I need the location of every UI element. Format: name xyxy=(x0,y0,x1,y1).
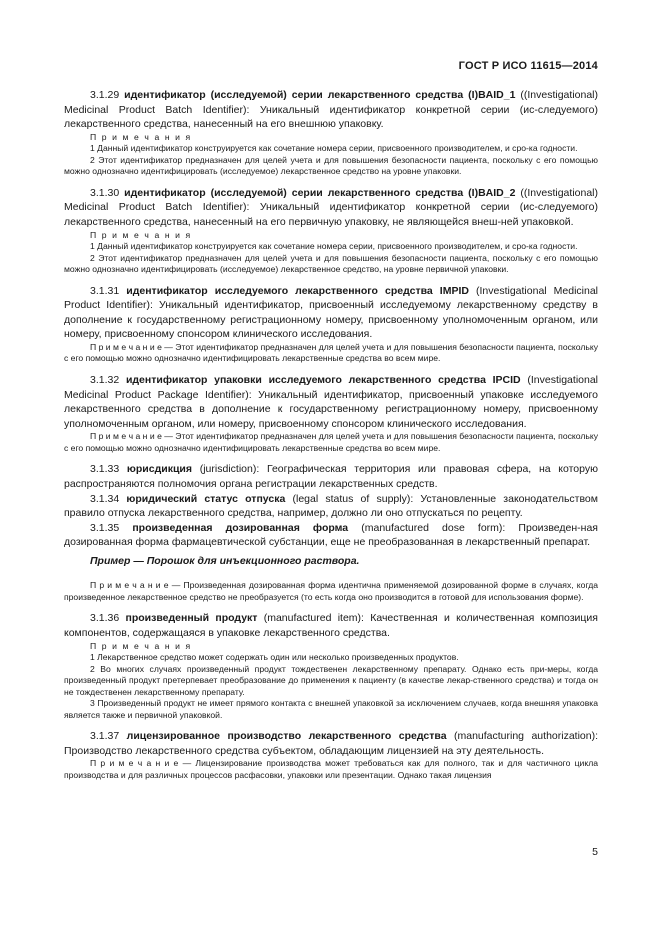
note-item xyxy=(64,342,598,365)
clause-number: 3.1.31 xyxy=(90,284,120,297)
note-text: — Этот идентификатор предназначен для целей учета и для повышения безопасности пациента, поскольку с его помощью можно однозначно идентифицировать лекарственные средства во всем мире. xyxy=(64,431,598,453)
clause-number: 3.1.33 xyxy=(90,463,120,476)
definition-3-1-35 xyxy=(64,521,598,550)
note-3-1-31 xyxy=(64,342,598,365)
term: идентификатор (исследуемой) серии лекарственного средства (I)BAID_1 xyxy=(124,89,516,101)
clause-number: 3.1.37 xyxy=(90,730,120,743)
definition-text: (manufactured dose form): Произведен-ная дозированная форма фармацевтической субстанции, еще не преобразованная в лекарственный препарат. xyxy=(64,521,598,549)
definition-text: ((Investigational) Medicinal Product Batch Identifier): Уникальный идентификатор конкретной серии (ис-следуемого) лекарственного средства, нанесенный на его первичную упаковку, не являющейся внеш-ней упаковкой. xyxy=(64,186,598,228)
note-item: 1 Лекарственное средство может содержать один или несколько произведенных продуктов. xyxy=(90,652,459,663)
note-item xyxy=(64,431,598,454)
note-item: 3 Произведенный продукт не имеет прямого контакта с внешней упаковкой за исключением случаев, когда внешняя упаковка является также и первичной упаковкой. xyxy=(64,698,598,720)
note-item: 2 Этот идентификатор предназначен для целей учета и для повышения безопасности пациента, поскольку с его помощью можно однозначно идентифицировать (исследуемое) лекарственное средство на уровне упаковки. xyxy=(64,154,598,177)
term: произведенная дозированная форма xyxy=(132,521,349,534)
page-number: 5 xyxy=(592,846,598,858)
note-item: 2 Во многих случаях произведенный продукт тождественен лекарственному препарату. Однако есть при-меры, когда произведенный продукт претерпевает преобразование до применения к пациенту (в качестве лекар-ственного средства) и тогда он не тождественен лекарственному препарату. xyxy=(64,663,598,697)
definition-3-1-31 xyxy=(64,284,598,342)
definition-3-1-37 xyxy=(64,729,598,758)
definition-3-1-34 xyxy=(64,492,598,521)
note-text: — Этот идентификатор предназначен для целей учета и для повышения безопасности пациента, поскольку с его помощью можно однозначно идентифицировать лекарственные средства во всем мире. xyxy=(64,341,598,364)
page-content xyxy=(64,88,598,789)
term: идентификатор упаковки исследуемого лекарственного средства IPCID xyxy=(125,373,521,386)
note-text: — Лицензирование производства может требоваться как для полного, так и для частичного цикла производства и для различных процессов расфасовки, упаковки или презентации. Однако такая лицензия xyxy=(64,758,599,780)
definition-text: (Investigational Medicinal Product Identifier): Уникальный идентификатор, присвоенный исследуемому лекарственному средству в дополнение к государственному регистрационному номеру, присвоенному уполномоченным органом, или номеру, присвоенному спонсором клинического исследования. xyxy=(64,284,599,341)
note-3-1-35 xyxy=(64,580,598,603)
note-item: 1 Данный идентификатор конструируется как сочетание номера серии, присвоенного производителем, и сро-ка годности. xyxy=(90,143,578,154)
note-item: 1 Данный идентификатор конструируется как сочетание номера серии, присвоенного производителем, и сро-ка годности. xyxy=(90,241,578,252)
notes-heading: П р и м е ч а н и я xyxy=(90,640,192,651)
clause-number: 3.1.30 xyxy=(90,186,120,199)
example-text: Пример — Порошок для инъекционного раствора. xyxy=(90,554,360,567)
definition-text: (legal status of supply): Установленные законодательством правило отпуска лекарственного средства, например, должно ли оно отпускаться по рецепту. xyxy=(64,492,598,520)
definition-text: (Investigational Medicinal Product Package Identifier): Уникальный идентификатор, присвоенный упаковке исследуемого лекарственного средства в дополнение к государственному регистрационному номеру, присвоенному уполномоченным органом, или номеру, присвоенному спонсором клинического исследования. xyxy=(64,373,599,430)
note-item xyxy=(64,580,598,603)
definition-3-1-32 xyxy=(64,373,598,431)
note-label: П р и м е ч а н и е xyxy=(90,431,162,442)
term: юрисдикция xyxy=(126,463,193,476)
notes-heading: П р и м е ч а н и я xyxy=(90,131,192,142)
definition-3-1-30 xyxy=(64,186,598,230)
standard-header: ГОСТ Р ИСО 11615—2014 xyxy=(458,60,598,72)
note-text: — Произведенная дозированная форма идентична применяемой дозированной форме в случаях, когда произведенное лекарственное средство не преобразуется (то есть когда оно производится в готовой для использования форме). xyxy=(64,580,598,602)
notes-3-1-29 xyxy=(64,132,598,178)
note-label: П р и м е ч а н и е xyxy=(90,341,162,352)
note-label: П р и м е ч а н и е xyxy=(90,758,179,769)
term: юридический статус отпуска xyxy=(126,492,286,505)
note-label: П р и м е ч а н и е xyxy=(90,580,169,591)
clause-number: 3.1.36 xyxy=(90,612,120,625)
term: произведенный продукт xyxy=(125,612,258,625)
notes-3-1-36 xyxy=(64,641,598,722)
note-3-1-37 xyxy=(64,758,598,781)
clause-number: 3.1.32 xyxy=(90,373,120,386)
note-item xyxy=(64,758,598,781)
clause-number: 3.1.34 xyxy=(90,492,120,505)
definition-text: (manufactured item): Качественная и количественная композиция компонентов, содержащаяся в упаковке лекарственного средства. xyxy=(64,612,598,640)
definition-3-1-36 xyxy=(64,611,598,640)
term: идентификатор (исследуемой) серии лекарственного средства (I)BAID_2 xyxy=(124,186,516,199)
notes-3-1-30 xyxy=(64,230,598,276)
clause-number: 3.1.29 xyxy=(90,89,120,101)
note-3-1-32 xyxy=(64,431,598,454)
note-item: 2 Этот идентификатор предназначен для целей учета и для повышения безопасности пациента, поскольку с его помощью можно однозначно идентифицировать (исследуемое) лекарственное средство, на уровне первичной упаковки. xyxy=(64,252,598,275)
clause-number: 3.1.35 xyxy=(90,521,120,534)
term: лицензированное производство лекарственного средства xyxy=(126,730,447,743)
definition-3-1-29 xyxy=(64,88,598,132)
term: идентификатор исследуемого лекарственного средства IMPID xyxy=(126,284,469,297)
definition-text: ((Investigational) Medicinal Product Batch Identifier): Уникальный идентификатор конкретной серии (ис-следуемого) лекарственного средства, нанесенный на его внешнюю упаковку. xyxy=(64,89,598,131)
notes-heading: П р и м е ч а н и я xyxy=(90,229,192,240)
definition-text: (jurisdiction): Географическая территория или правовая сфера, на которую распространяются полномочия органа регистрации лекарственных средств. xyxy=(64,463,598,490)
definition-3-1-33 xyxy=(64,462,598,491)
definition-text: (manufacturing authorization): Производство лекарственного средства субъектом, обладающим лицензией на эту деятельность. xyxy=(64,730,599,757)
